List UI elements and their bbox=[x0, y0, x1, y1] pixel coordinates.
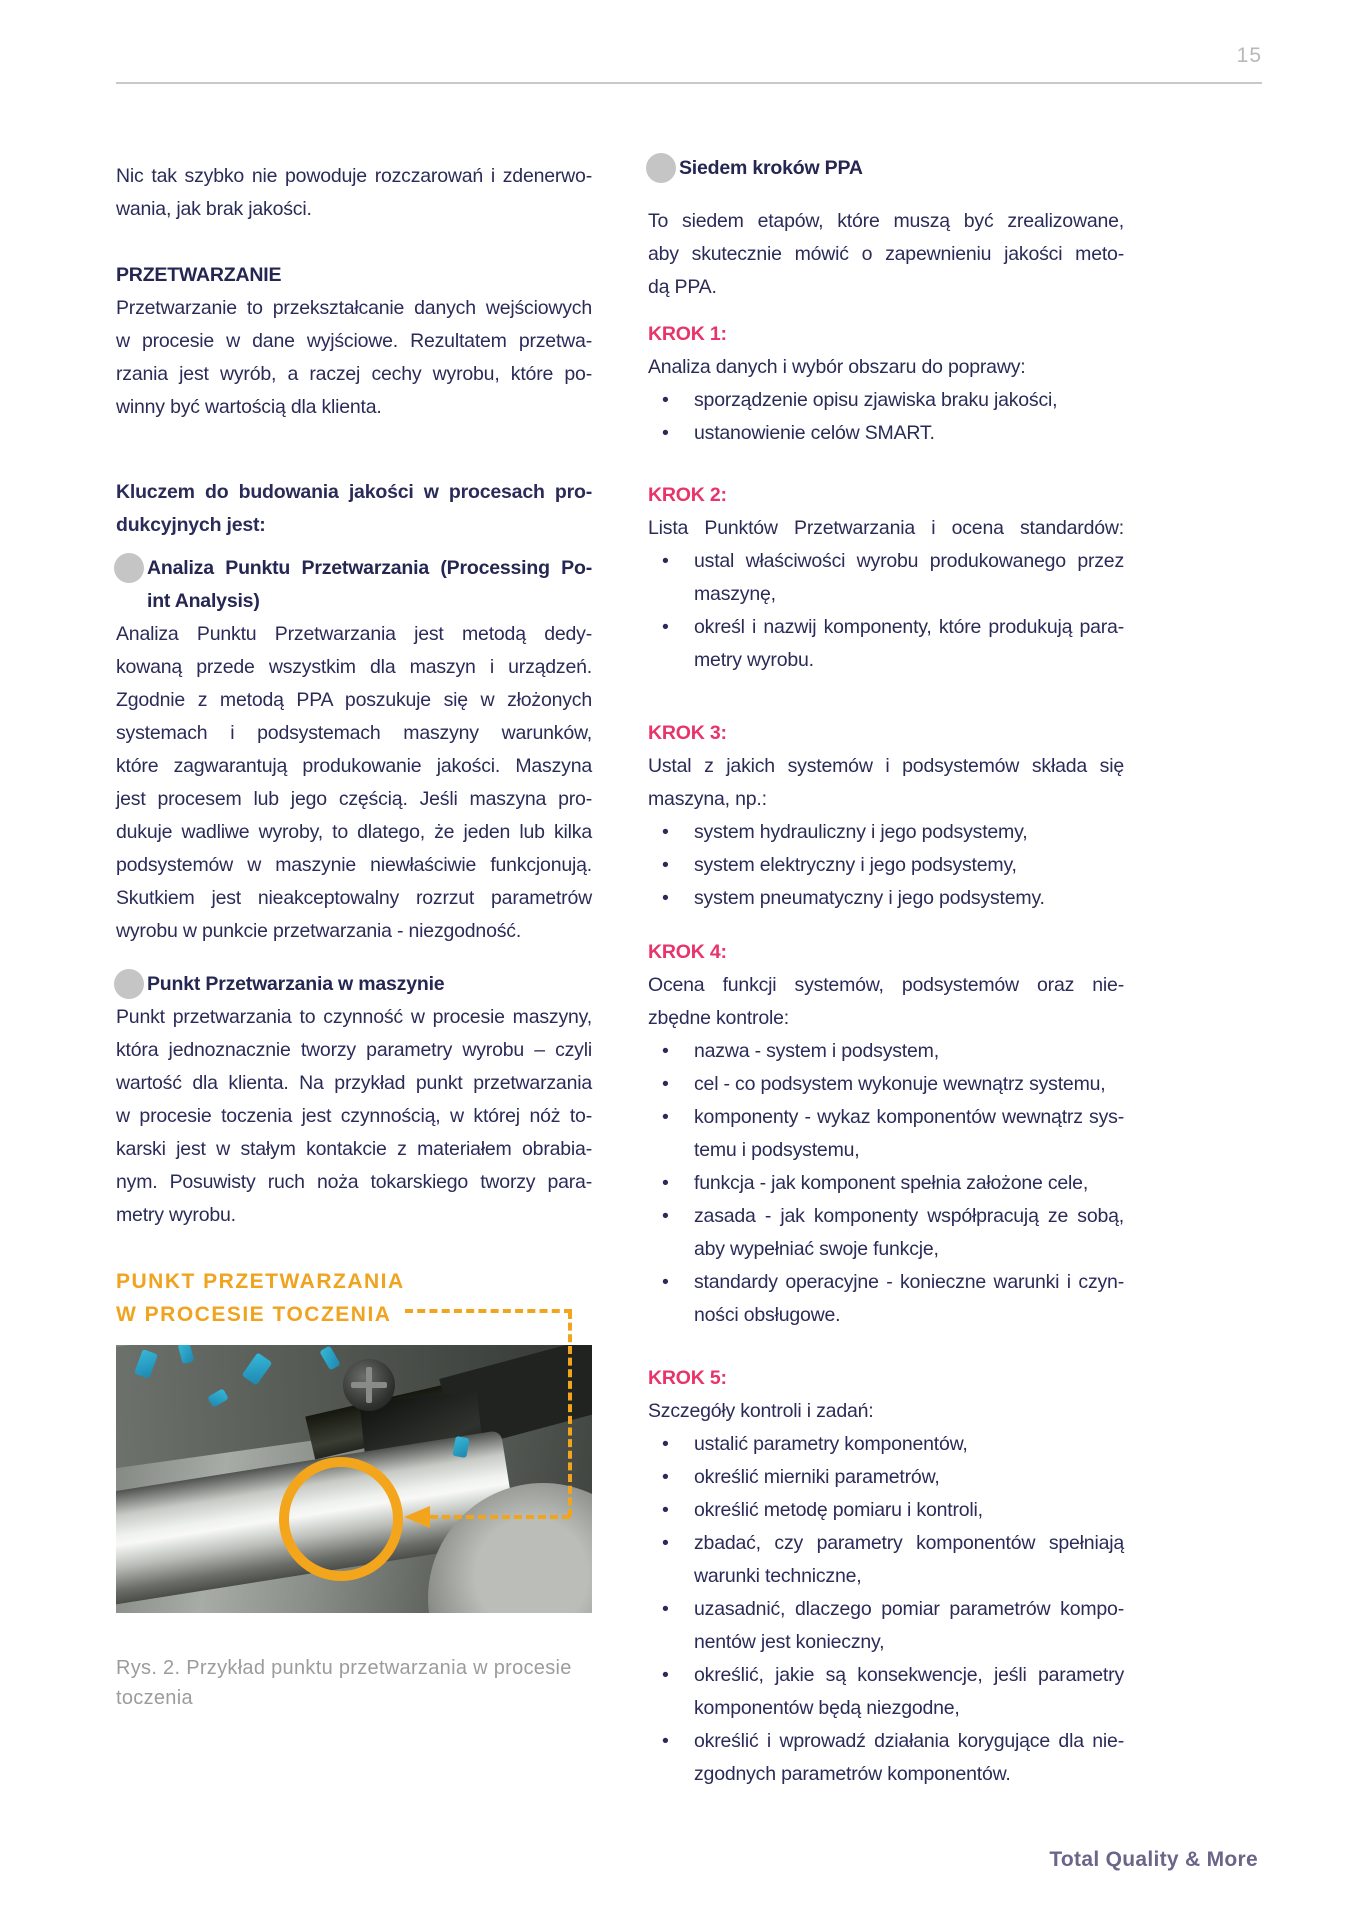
item-heading-analiza bbox=[116, 552, 592, 618]
text-line: nym. Posuwisty ruch noża tokarskiego tworzy para- bbox=[116, 1171, 592, 1193]
text-line: Analiza Punktu Przetwarzania (Processing Po- bbox=[147, 557, 592, 579]
text-line: Analiza danych i wybór obszaru do poprawy: bbox=[648, 356, 1026, 378]
text-line: int Analysis) bbox=[147, 590, 260, 612]
text-line: aby skutecznie mówić o zapewnieniu jakości meto- bbox=[648, 243, 1124, 265]
step-2-content bbox=[648, 512, 1124, 677]
step-1-content bbox=[648, 351, 1124, 450]
text-line: • sporządzenie opisu zjawiska braku jakości, bbox=[648, 384, 1124, 417]
text-line: • zasada - jak komponenty współpracują ze sobą, bbox=[648, 1200, 1124, 1233]
item-heading-siedem-krokow bbox=[648, 152, 1124, 185]
text-line: w procesie toczenia jest czynnością, w której nóż to- bbox=[116, 1105, 592, 1127]
text-line: Skutkiem jest nieakceptowalny rozrzut parametrów bbox=[116, 887, 592, 909]
text-line: • system hydrauliczny i jego podsystemy, bbox=[648, 816, 1124, 849]
text-line: Nic tak szybko nie powoduje rozczarowań i zdenerwo- bbox=[116, 165, 592, 187]
text-line: PUNKT PRZETWARZANIA bbox=[116, 1270, 405, 1293]
dashed-connector-pointer bbox=[430, 1515, 570, 1519]
section-bullet-circle-icon bbox=[114, 969, 144, 999]
text-line: Ocena funkcji systemów, podsystemów oraz nie- bbox=[648, 974, 1124, 996]
text-line: dukuje wadliwe wyroby, to dlatego, że jeden lub kilka bbox=[116, 821, 592, 843]
text-line: które zagwarantują produkowanie jakości. Maszyna bbox=[116, 755, 592, 777]
step-3-content bbox=[648, 750, 1124, 915]
text-line: Punkt przetwarzania to czynność w procesie maszyny, bbox=[116, 1006, 592, 1028]
text-line: Rys. 2. Przykład punktu przetwarzania w procesie bbox=[116, 1657, 572, 1679]
figure-ring-callout-icon bbox=[279, 1457, 403, 1581]
text-line: Ustal z jakich systemów i podsystemów składa się bbox=[648, 755, 1124, 777]
text-line: • określić mierniki parametrów, bbox=[648, 1461, 1124, 1494]
step-4-content bbox=[648, 969, 1124, 1332]
text-line: aby wypełniać swoje funkcje, bbox=[694, 1238, 939, 1260]
footer-brand: Total Quality & More bbox=[1049, 1848, 1258, 1871]
text-line: wania, jak brak jakości. bbox=[116, 198, 312, 220]
page-number: 15 bbox=[1236, 44, 1262, 67]
text-line: Analiza Punktu Przetwarzania jest metodą dedy- bbox=[116, 623, 592, 645]
lead-paragraph bbox=[116, 476, 592, 542]
step-label-krok-1: KROK 1: bbox=[648, 323, 727, 345]
text-line: • określić, jakie są konsekwencje, jeśli parametry bbox=[648, 1659, 1124, 1692]
text-line: toczenia bbox=[116, 1687, 193, 1709]
siedem-intro-paragraph bbox=[648, 205, 1124, 304]
text-line: • nazwa - system i podsystem, bbox=[648, 1035, 1124, 1068]
text-line: • cel - co podsystem wykonuje wewnątrz systemu, bbox=[648, 1068, 1124, 1101]
text-line: wyrobu w punkcie przetwarzania - niezgodność. bbox=[116, 920, 522, 942]
figure-title bbox=[116, 1265, 592, 1331]
item-heading-analiza-lines bbox=[147, 552, 592, 618]
item-heading-punkt-label: Punkt Przetwarzania w maszynie bbox=[147, 973, 445, 995]
text-line: maszynę, bbox=[694, 583, 776, 605]
text-line: warunki techniczne, bbox=[694, 1565, 862, 1587]
text-line: wartość dla klienta. Na przykład punkt przetwarzania bbox=[116, 1072, 592, 1094]
step-label-krok-3: KROK 3: bbox=[648, 722, 727, 744]
screw-head-icon bbox=[343, 1359, 395, 1411]
text-line: ności obsługowe. bbox=[694, 1304, 841, 1326]
text-line: metry wyrobu. bbox=[694, 649, 814, 671]
text-line: która jednoznacznie tworzy parametry wyrobu – czyli bbox=[116, 1039, 592, 1061]
lathe-photo bbox=[116, 1345, 592, 1613]
dashed-connector-vertical bbox=[568, 1311, 572, 1517]
text-line: nentów jest konieczny, bbox=[694, 1631, 885, 1653]
text-line: systemach i podsystemach maszyny warunków, bbox=[116, 722, 592, 744]
text-line: winny być wartością dla klienta. bbox=[116, 396, 382, 418]
text-line: • zbadać, czy parametry komponentów spełniają bbox=[648, 1527, 1124, 1560]
punkt-paragraph bbox=[116, 1001, 592, 1232]
text-line: zgodnych parametrów komponentów. bbox=[694, 1763, 1011, 1785]
item-heading-punkt bbox=[116, 968, 592, 1001]
text-line: karski jest w stałym kontakcie z materiałem obrabia- bbox=[116, 1138, 592, 1160]
text-line: dukcyjnych jest: bbox=[116, 514, 266, 536]
figure-caption bbox=[116, 1653, 592, 1713]
header-rule bbox=[116, 82, 1262, 84]
text-line: • ustalić parametry komponentów, bbox=[648, 1428, 1124, 1461]
text-line: Zgodnie z metodą PPA poszukuje się w złożonych bbox=[116, 689, 592, 711]
text-line: zbędne kontrole: bbox=[648, 1007, 789, 1029]
text-line: rzania jest wyrób, a raczej cechy wyrobu, które po- bbox=[116, 363, 592, 385]
step-label-krok-2: KROK 2: bbox=[648, 484, 727, 506]
text-line: • ustal właściwości wyrobu produkowanego przez bbox=[648, 545, 1124, 578]
text-line: To siedem etapów, które muszą być zrealizowane, bbox=[648, 210, 1124, 232]
text-line: kowaną przede wszystkim dla maszyn i urządzeń. bbox=[116, 656, 592, 678]
text-line: • standardy operacyjne - konieczne warunki i czyn- bbox=[648, 1266, 1124, 1299]
text-line: • funkcja - jak komponent spełnia założone cele, bbox=[648, 1167, 1124, 1200]
text-line: W PROCESIE TOCZENIA bbox=[116, 1303, 392, 1326]
text-line: Przetwarzanie to przekształcanie danych wejściowych bbox=[116, 297, 592, 319]
text-line: dą PPA. bbox=[648, 276, 717, 298]
section-bullet-circle-icon bbox=[646, 153, 676, 183]
text-line: • określić i wprowadź działania korygujące dla nie- bbox=[648, 1725, 1124, 1758]
text-line: • określić metodę pomiaru i kontroli, bbox=[648, 1494, 1124, 1527]
arrowhead-left-icon bbox=[404, 1506, 430, 1528]
step-label-krok-4: KROK 4: bbox=[648, 941, 727, 963]
item-heading-siedem-label: Siedem kroków PPA bbox=[679, 157, 863, 179]
step-label-krok-5: KROK 5: bbox=[648, 1367, 727, 1389]
step-5-content bbox=[648, 1395, 1124, 1791]
section-heading-przetwarzanie: PRZETWARZANIE bbox=[116, 264, 282, 286]
intro-paragraph bbox=[116, 160, 592, 226]
text-line: • system pneumatyczny i jego podsystemy. bbox=[648, 882, 1124, 915]
text-line: podsystemów w maszynie niewłaściwie funkcjonują. bbox=[116, 854, 592, 876]
text-line: • system elektryczny i jego podsystemy, bbox=[648, 849, 1124, 882]
text-line: • określ i nazwij komponenty, które produkują para- bbox=[648, 611, 1124, 644]
dashed-connector-horizontal bbox=[405, 1309, 572, 1313]
text-line: temu i podsystemu, bbox=[694, 1139, 860, 1161]
text-line: w procesie w dane wyjściowe. Rezultatem przetwa- bbox=[116, 330, 592, 352]
text-line: metry wyrobu. bbox=[116, 1204, 236, 1226]
text-line: maszyna, np.: bbox=[648, 788, 767, 810]
left-column bbox=[116, 160, 592, 1713]
text-line: jest procesem lub jego częścią. Jeśli maszyna pro- bbox=[116, 788, 592, 810]
text-line: Lista Punktów Przetwarzania i ocena standardów: bbox=[648, 517, 1124, 539]
text-line: Kluczem do budowania jakości w procesach pro- bbox=[116, 481, 592, 503]
section-bullet-circle-icon bbox=[114, 553, 144, 583]
text-line: • uzasadnić, dlaczego pomiar parametrów kompo- bbox=[648, 1593, 1124, 1626]
text-line: Szczegóły kontroli i zadań: bbox=[648, 1400, 874, 1422]
text-line: komponentów będą niezgodne, bbox=[694, 1697, 960, 1719]
analiza-paragraph bbox=[116, 618, 592, 948]
right-column bbox=[648, 152, 1124, 1791]
text-line: • ustanowienie celów SMART. bbox=[648, 417, 1124, 450]
text-line: • komponenty - wykaz komponentów wewnątrz sys- bbox=[648, 1101, 1124, 1134]
processing-paragraph bbox=[116, 292, 592, 424]
